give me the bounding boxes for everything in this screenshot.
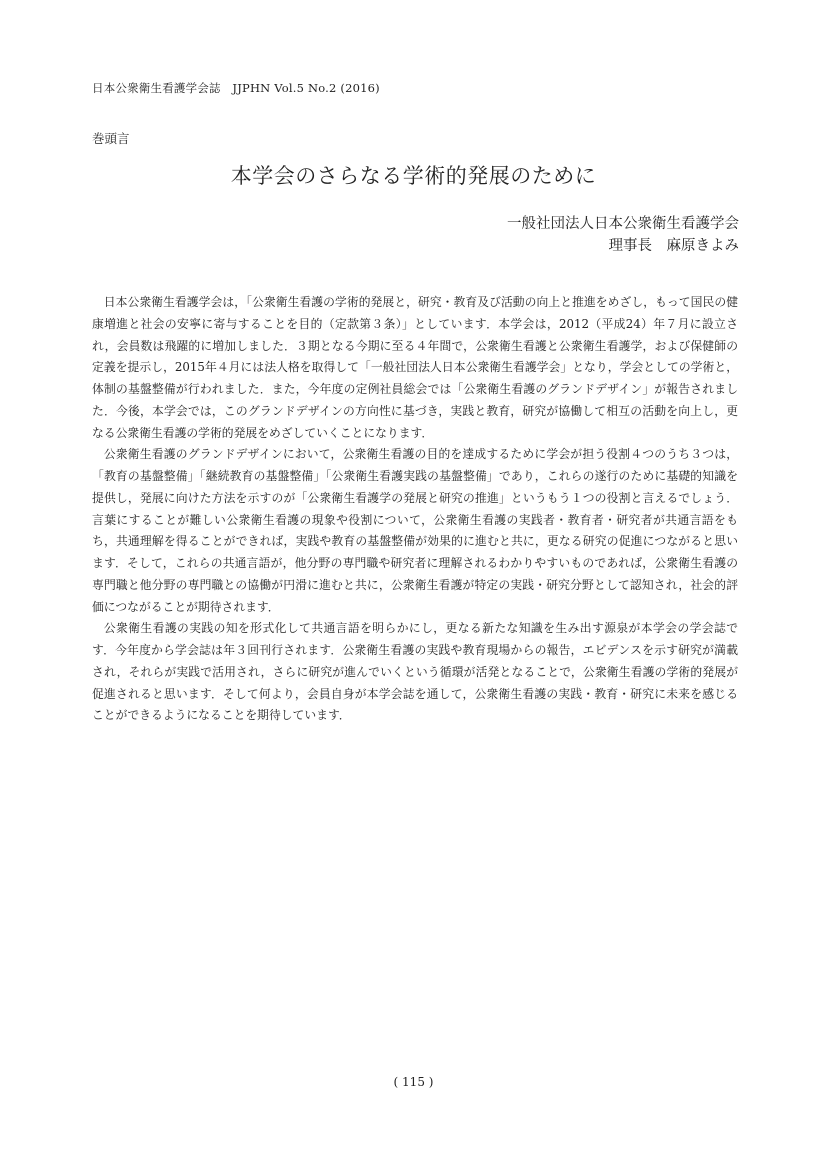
body-paragraph: 日本公衆衛生看護学会は，「公衆衛生看護の学術的発展と，研究・教育及び活動の向上と推進をめざし，もって国民の健康増進と社会の安寧に寄与することを目的（定款第３条）」としています．本学会は，2012（平成24）年７月に設立され，会員数は飛躍的に増加しました．３期となる今期に至る４年間で，公衆衛生看護と公衆衛生看護学，および保健師の定義を提示し，2015年４月には法人格を取得して「一般社団法人日本公衆衛生看護学会」となり，学会としての学術と，体制の基盤整備が行われました．また，今年度の定例社員総会では「公衆衛生看護のグランドデザイン」が報告されました．今後，本学会では，このグランドデザインの方向性に基づき，実践と教育，研究が協働して相互の活動を向上し，更なる公衆衛生看護の学術的発展をめざしていくことになります． bbox=[92, 295, 738, 440]
article-title: 本学会のさらなる学術的発展のために bbox=[230, 164, 597, 188]
author-organization: 一般社団法人日本公衆衛生看護学会 bbox=[507, 216, 739, 232]
page-number: ( 115 ) bbox=[393, 1075, 434, 1089]
section-label: 巻頭言 bbox=[92, 131, 130, 146]
author-position-name: 理事長 麻原きよみ bbox=[608, 238, 739, 254]
running-header: 日本公衆衛生看護学会誌 JJPHN Vol.5 No.2 (2016) bbox=[92, 81, 380, 95]
body-paragraph: 公衆衛生看護の実践の知を形式化して共通言語を明らかにし，更なる新たな知識を生み出す源泉が本学会の学会誌です．今年度から学会誌は年３回刊行されます．公衆衛生看護の実践や教育現場からの報告，エビデンスを示す研究が満載され，それらが実践で活用され，さらに研究が進んでいくという循環が活発となることで，公衆衛生看護の学術的発展が促進されると思います．そして何より，会員自身が本学会誌を通して，公衆衛生看護の実践・教育・研究に未来を感じることができるようになることを期待しています． bbox=[92, 621, 738, 723]
author-block bbox=[507, 213, 739, 257]
body-paragraph: 公衆衛生看護のグランドデザインにおいて，公衆衛生看護の目的を達成するために学会が担う役割４つのうち３つは，「教育の基盤整備」「継続教育の基盤整備」「公衆衛生看護実践の基盤整備」であり，これらの遂行のために基礎的知識を提供し，発展に向けた方法を示すのが「公衆衛生看護学の発展と研究の推進」というもう１つの役割と言えるでしょう．言葉にすることが難しい公衆衛生看護の現象や役割について，公衆衛生看護の実践者・教育者・研究者が共通言語をもち，共通理解を得ることができれば，実践や教育の基盤整備が効果的に進むと共に，更なる研究の促進につながると思います．そして，これらの共通言語が，他分野の専門職や研究者に理解されるわかりやすいものであれば，公衆衛生看護の専門職と他分野の専門職との協働が円滑に進むと共に，公衆衛生看護が特定の実践・研究分野として認知され，社会的評価につながることが期待されます． bbox=[92, 447, 738, 614]
article-body bbox=[92, 292, 738, 727]
